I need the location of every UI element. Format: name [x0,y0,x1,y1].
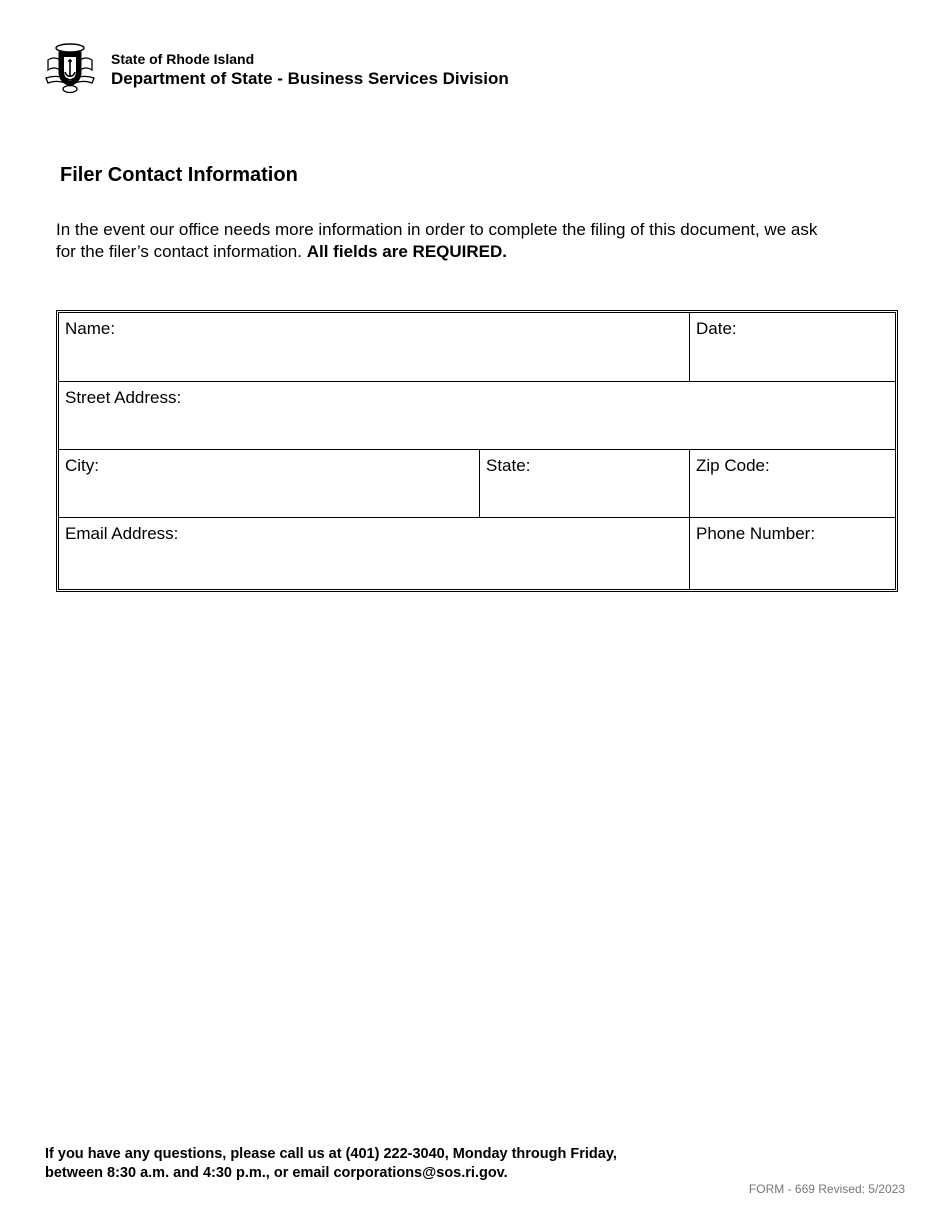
zip-code-label: Zip Code: [696,456,770,475]
page-title: Filer Contact Information [60,164,298,186]
zip-code-field[interactable] [690,450,895,518]
state-name: State of Rhode Island [111,51,255,67]
street-address-label: Street Address: [65,388,182,407]
footer-contact-info [45,1145,617,1183]
city-field[interactable] [59,450,480,518]
phone-number-field[interactable] [690,518,895,589]
state-label: State: [486,456,531,475]
state-seal-icon [44,42,96,94]
street-address-field[interactable] [59,382,895,450]
department-name: Department of State - Business Services Division [111,69,509,88]
footer-line-2: between 8:30 a.m. and 4:30 p.m., or email corporations@sos.ri.gov. [45,1165,508,1181]
name-field[interactable] [59,313,690,382]
form-id: FORM - 669 Revised: 5/2023 [748,1182,905,1196]
contact-form-table [56,310,898,592]
intro-text: In the event our office needs more information in order to complete the filing of this document, we ask for the filer’s contact information. [56,220,818,261]
date-label: Date: [696,319,737,338]
email-address-field[interactable] [59,518,690,589]
footer-line-1: If you have any questions, please call us at (401) 222-3040, Monday through Friday, [45,1146,617,1162]
email-address-label: Email Address: [65,524,179,543]
state-field[interactable] [480,450,690,518]
intro-paragraph [56,219,836,263]
header [44,42,644,96]
header-text [111,50,509,90]
date-field[interactable] [690,313,895,382]
required-note: All fields are REQUIRED. [306,242,508,261]
name-label: Name: [65,319,116,338]
city-label: City: [65,456,99,475]
phone-number-label: Phone Number: [696,524,816,543]
